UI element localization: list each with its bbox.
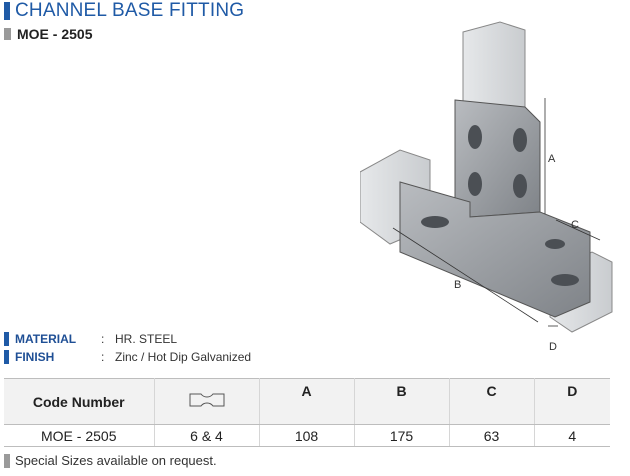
spec-value: HR. STEEL: [115, 332, 178, 346]
header-d: D: [534, 379, 610, 425]
vertical-channel: [463, 22, 525, 107]
cell-d: 4: [534, 425, 610, 447]
cell-b: 175: [354, 425, 449, 447]
title-marker: [4, 2, 10, 20]
spec-marker: [4, 332, 9, 346]
header-a: A: [259, 379, 354, 425]
dim-label-d: D: [549, 341, 557, 353]
spec-colon: :: [101, 332, 105, 346]
spec-label: MATERIAL: [15, 332, 77, 346]
dimension-table: [4, 378, 610, 447]
dim-label-b: B: [454, 279, 462, 291]
note-text: Special Sizes available on request.: [15, 453, 217, 468]
table-row: [4, 425, 610, 447]
spec-row-material: [4, 330, 251, 348]
dim-label-a: A: [548, 153, 556, 165]
cell-c: 63: [449, 425, 534, 447]
header-b: B: [354, 379, 449, 425]
spec-colon: :: [101, 350, 105, 364]
header-c: C: [449, 379, 534, 425]
fitting-drawing: [360, 12, 615, 357]
spec-value: Zinc / Hot Dip Galvanized: [115, 350, 252, 364]
title-bar: [4, 0, 244, 22]
dim-label-c: C: [571, 219, 579, 231]
header-code-number: Code Number: [4, 379, 154, 425]
cell-holes: 6 & 4: [154, 425, 259, 447]
spec-label: FINISH: [15, 350, 55, 364]
code-marker: [4, 28, 11, 40]
note-marker: [4, 454, 10, 468]
spec-row-finish: [4, 348, 251, 366]
cell-a: 108: [259, 425, 354, 447]
header-icon: [154, 379, 259, 425]
spec-marker: [4, 350, 9, 364]
spec-block: [4, 330, 251, 366]
product-code-bar: [4, 26, 92, 42]
footer-note: [4, 453, 217, 468]
cell-code: MOE - 2505: [4, 425, 154, 447]
page-title: CHANNEL BASE FITTING: [15, 0, 245, 21]
table-header-row: [4, 379, 610, 425]
vertical-plate: [455, 100, 540, 217]
product-code: MOE - 2505: [17, 26, 93, 42]
bolt-plate-icon: [187, 390, 227, 410]
